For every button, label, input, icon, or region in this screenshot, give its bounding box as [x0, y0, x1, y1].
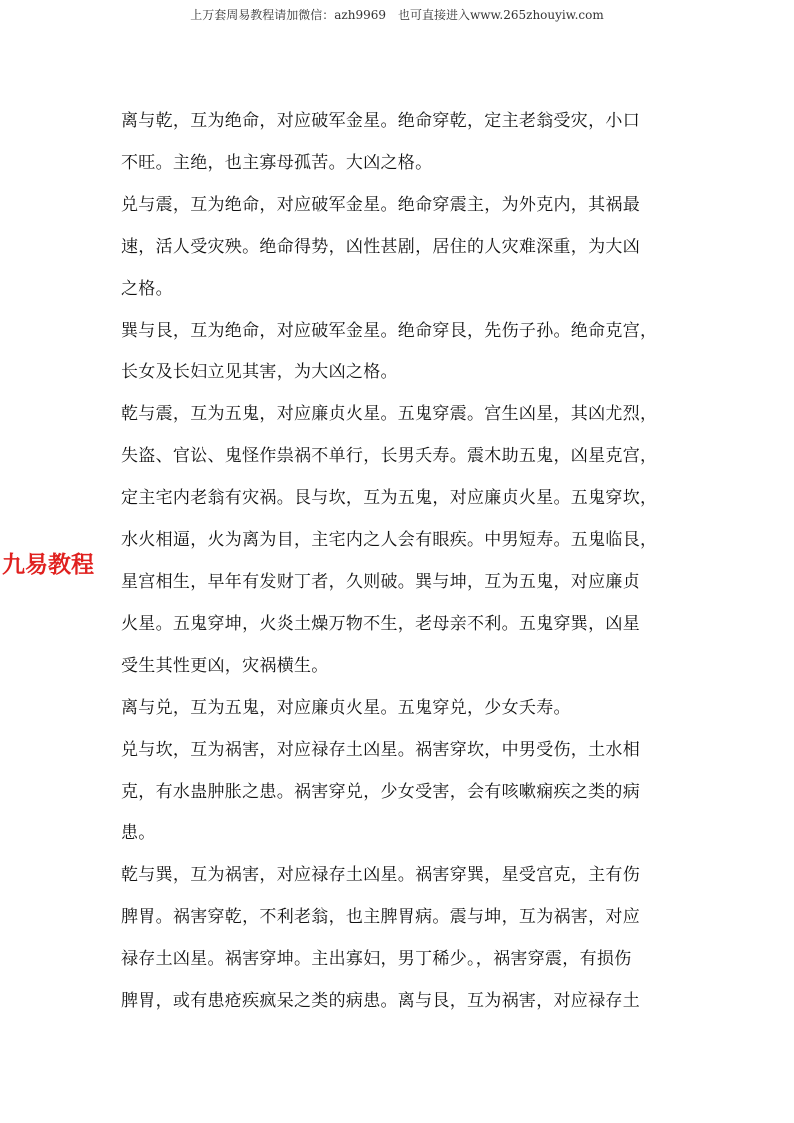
- paragraph-dui-kan: 兑与坎，互为祸害，对应禄存土凶星。祸害穿坎，中男受伤，土水相 克，有水蛊肿胀之患。祸害穿兑，少女受害，会有咳嗽痫疾之类的病 患。: [121, 739, 640, 844]
- paragraph-dui-zhen: 兑与震，互为绝命，对应破军金星。绝命穿震主，为外克内，其祸最 速，活人受灾殃。绝命得势，凶性甚剧，居住的人灾难深重，为大凶 之格。: [121, 194, 640, 299]
- page-header: 上万套周易教程请加微信：azh9969 也可直接进入www.265zhouyiw.com: [190, 8, 604, 22]
- paragraph-li-qian: 离与乾，互为绝命，对应破军金星。绝命穿乾，定主老翁受灾，小口 不旺。主绝，也主寡母孤苦。大凶之格。: [121, 111, 640, 173]
- paragraph-qian-zhen: 乾与震，互为五鬼，对应廉贞火星。五鬼穿震。宫生凶星，其凶尤烈， 失盗、官讼、鬼怪作祟祸不单行，长男夭寿。震木助五鬼，凶星克宫， 定主宅内老翁有灾祸。艮与坎，互为五鬼，对应廉贞火星。五鬼穿坎， 水火相逼，火为离为目，主宅内之人会有眼疾。中男短寿。五鬼临艮， 星宫相生，早年有发财丁者，久则破。巽与坤，互为五鬼，对应廉贞 火星。五鬼穿坤，火炎土燥万物不生，老母亲不利。五鬼穿巽，凶星 受生其性更凶，灾祸横生。: [121, 404, 658, 676]
- paragraph-xun-gen: 巽与艮，互为绝命，对应破军金星。绝命穿艮，先伤子孙。绝命克宫， 长女及长妇立见其害，为大凶之格。: [121, 320, 658, 383]
- paragraph-qian-xun: 乾与巽，互为祸害，对应禄存土凶星。祸害穿巽，星受宫克，主有伤 脾胃。祸害穿乾，不利老翁，也主脾胃病。震与坤，互为祸害，对应 禄存土凶星。祸害穿坤。主出寡妇，男丁稀少。，祸害穿震，有损伤 脾胃，或有患疮疾疯呆之类的病患。离与艮，互为祸害，对应禄存土: [121, 865, 640, 1012]
- watermark-logo: 九易教程: [2, 552, 94, 578]
- document-body: [121, 101, 679, 1023]
- paragraph-li-dui: 离与兑，互为五鬼，对应廉贞火星。五鬼穿兑，少女夭寿。: [121, 697, 571, 718]
